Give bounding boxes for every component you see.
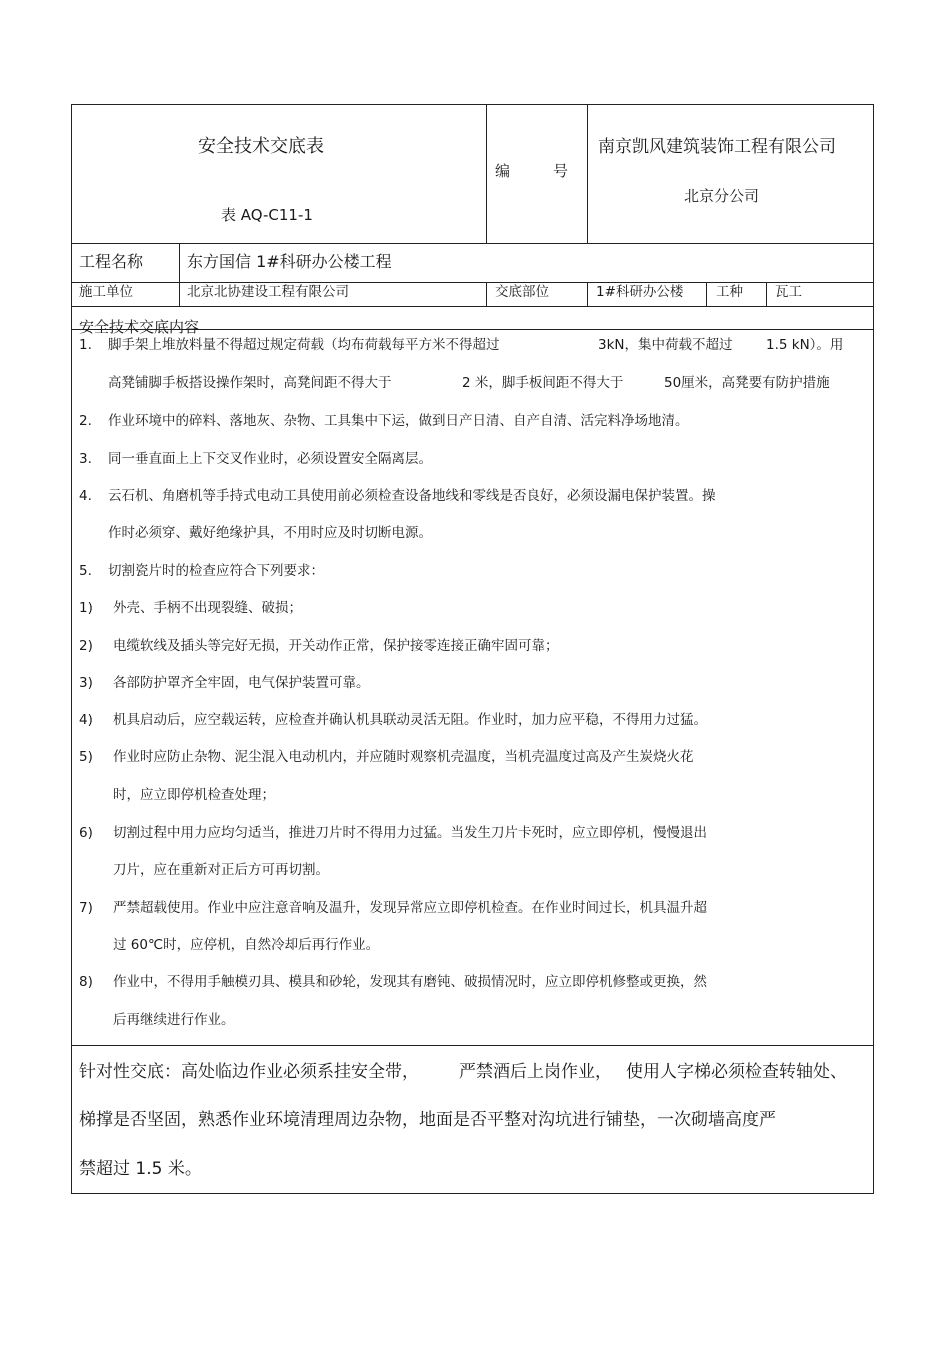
item-text: 脚手架上堆放料量不得超过规定荷载（均布荷载每平方米不得超过 (108, 337, 500, 353)
item-text: 各部防护罩齐全牢固，电气保护装置可靠。 (113, 675, 370, 691)
border-right (873, 104, 874, 1194)
item-text: 机具启动后，应空载运转，应检查并确认机具联动灵活无阻。作业时，加力应平稳，不得用力过猛。 (113, 712, 707, 728)
item-text: 外壳、手柄不出现裂缝、破损； (113, 600, 302, 616)
special-line1-a: 针对性交底：高处临边作业必须系挂安全带， (79, 1062, 419, 1082)
item-number: 5. (79, 563, 92, 579)
item-number: 2) (79, 638, 93, 654)
item-number: 1. (79, 337, 92, 353)
trade-label: 工种 (716, 284, 743, 300)
special-line2: 梯撑是否坚固，熟悉作业环境清理周边杂物，地面是否平整对沟坑进行铺垫，一次砌墙高度严 (79, 1110, 776, 1130)
number-label-part2: 号 (553, 162, 569, 180)
builder-label: 施工单位 (79, 284, 133, 300)
project-name-value: 东方国信 1#科研办公楼工程 (187, 252, 392, 271)
item-number: 4) (79, 712, 93, 728)
item-text: 后再继续进行作业。 (113, 1012, 235, 1028)
builder-value: 北京北协建设工程有限公司 (187, 284, 349, 300)
item-number: 7) (79, 900, 93, 916)
builder-divider-3 (706, 282, 707, 307)
rule-before-special (71, 1045, 874, 1046)
builder-divider-4 (766, 282, 767, 307)
trade-value: 瓦工 (775, 284, 802, 300)
header-divider-2 (587, 104, 588, 244)
item-text: 云石机、角磨机等手持式电动工具使用前必须检查设备地线和零线是否良好，必须设漏电保护装置。操 (108, 488, 716, 504)
rule-after-builder (71, 306, 874, 307)
item-number: 3. (79, 451, 92, 467)
item-number: 6) (79, 825, 93, 841)
item-number: 1) (79, 600, 93, 616)
rule-after-header (71, 243, 874, 244)
item-number: 8) (79, 974, 93, 990)
item-text: 刀片，应在重新对正后方可再切割。 (113, 862, 329, 878)
item-text: 3kN，集中荷载不超过 (598, 337, 733, 353)
item-text: 同一垂直面上上下交叉作业时，必须设置安全隔离层。 (108, 451, 432, 467)
location-label: 交底部位 (495, 284, 549, 300)
number-label-part1: 编 (495, 162, 511, 180)
header-divider-1 (486, 104, 487, 244)
item-text: 50厘米，高凳要有防护措施 (664, 375, 830, 391)
item-text: 2 米，脚手板间距不得大于 (462, 375, 624, 391)
form-title: 安全技术交底表 (198, 136, 324, 157)
item-text: 作业时应防止杂物、泥尘混入电动机内，并应随时观察机壳温度，当机壳温度过高及产生炭烧火花 (113, 749, 694, 765)
item-text: 时，应立即停机检查处理； (113, 787, 275, 803)
item-text: 电缆软线及插头等完好无损，开关动作正常，保护接零连接正确牢固可靠； (113, 638, 559, 654)
special-line1-b: 严禁酒后上岗作业， (459, 1062, 612, 1082)
border-bottom (71, 1193, 874, 1194)
form-code: 表 AQ-C11-1 (221, 206, 313, 224)
item-text: 作业环境中的碎料、落地灰、杂物、工具集中下运，做到日产日清、自产自清、活完料净场地清。 (108, 413, 689, 429)
item-text: 1.5 kN）。用 (766, 337, 844, 353)
border-left (71, 104, 72, 1194)
item-text: 切割过程中用力应均匀适当，推进刀片时不得用力过猛。当发生刀片卡死时，应立即停机，慢慢退出 (113, 825, 707, 841)
location-value: 1#科研办公楼 (596, 284, 684, 300)
border-top (71, 104, 874, 105)
builder-divider-1 (486, 282, 487, 307)
builder-divider-2 (587, 282, 588, 307)
project-name-label: 工程名称 (79, 252, 144, 271)
company-branch: 北京分公司 (684, 187, 760, 205)
item-text: 作业中，不得用手触模刃具、模具和砂轮，发现其有磨钝、破损情况时，应立即停机修整或更换，然 (113, 974, 707, 990)
item-number: 2. (79, 413, 92, 429)
item-text: 严禁超载使用。作业中应注意音响及温升，发现异常应立即停机检查。在作业时间过长，机具温升超 (113, 900, 707, 916)
item-text: 过 60℃时，应停机，自然冷却后再行作业。 (113, 937, 380, 953)
item-text: 切割瓷片时的检查应符合下列要求： (108, 563, 324, 579)
rule-after-project (71, 282, 874, 283)
special-line3: 禁超过 1.5 米。 (79, 1159, 202, 1179)
company-name: 南京凯风建筑装饰工程有限公司 (598, 137, 836, 157)
item-number: 3) (79, 675, 93, 691)
label-divider (179, 243, 180, 307)
item-number: 4. (79, 488, 92, 504)
item-text: 高凳铺脚手板搭设操作架时，高凳间距不得大于 (108, 375, 392, 391)
special-line1-c: 使用人字梯必须检查转轴处、 (626, 1062, 847, 1082)
content-heading: 安全技术交底内容 (79, 318, 200, 336)
item-number: 5) (79, 749, 93, 765)
item-text: 作时必须穿、戴好绝缘护具，不用时应及时切断电源。 (108, 525, 432, 541)
